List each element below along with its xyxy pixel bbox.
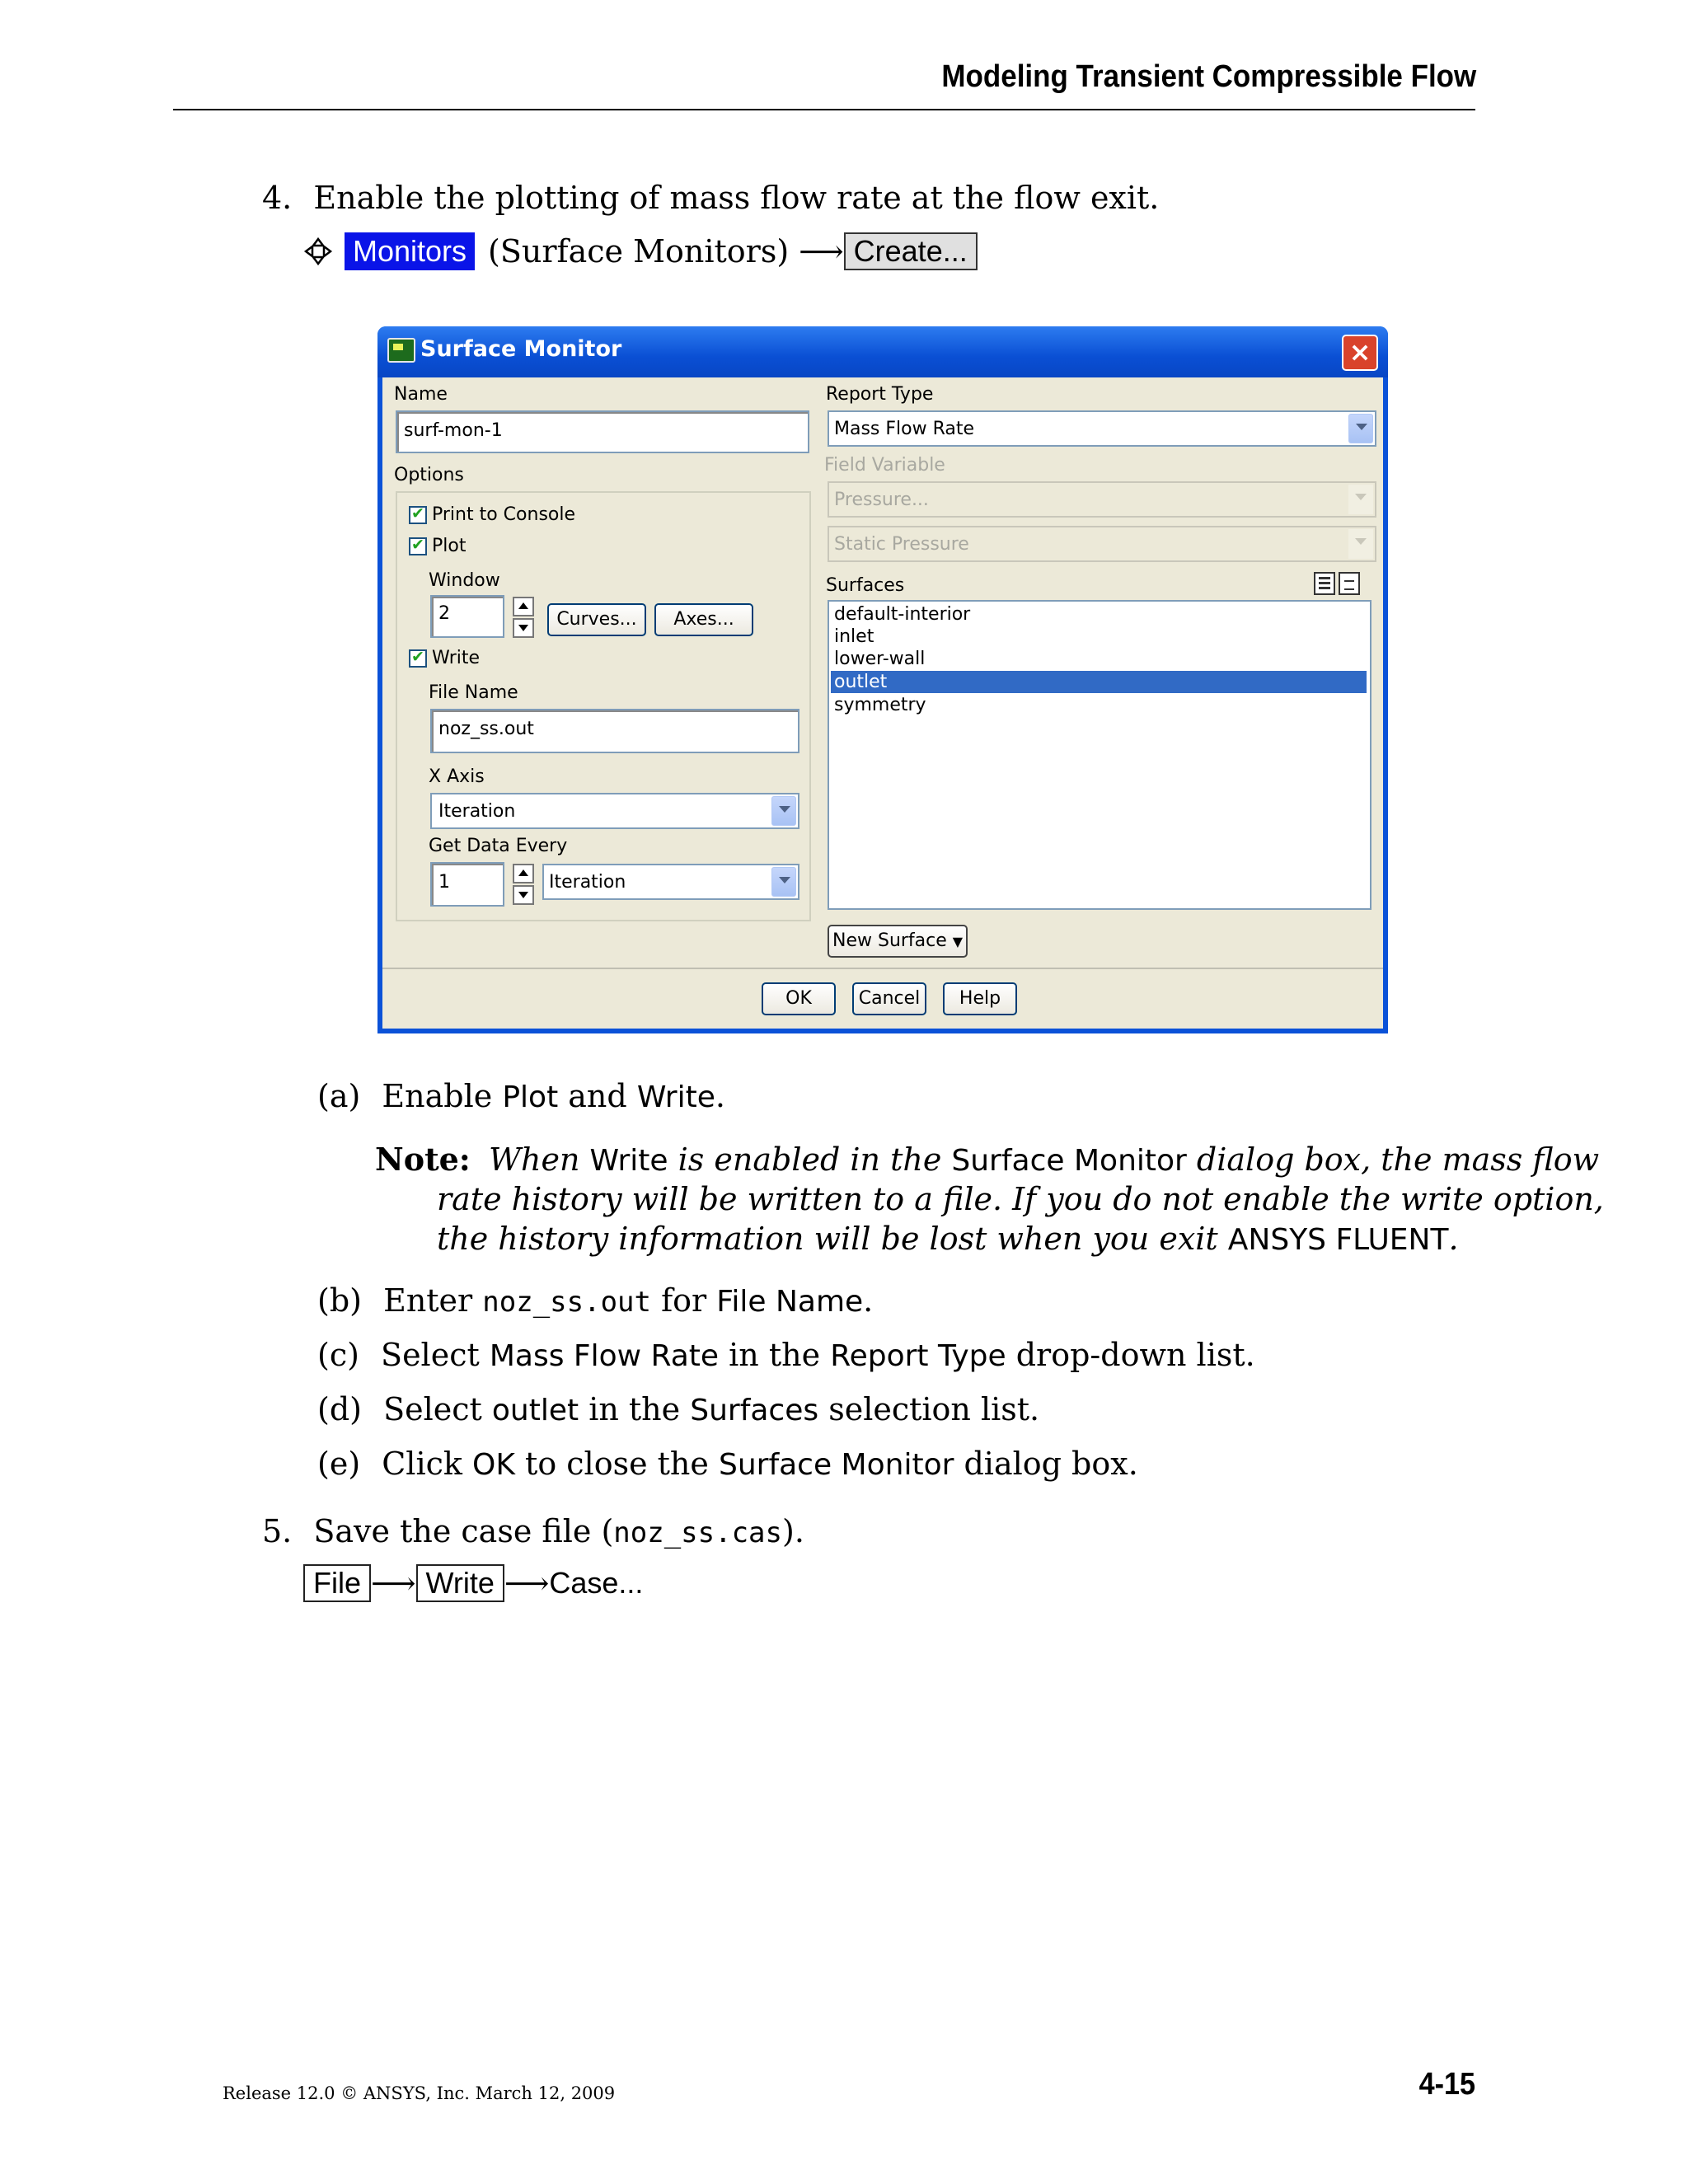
surface-item-default-interior[interactable]: default-interior xyxy=(834,604,971,625)
get-data-every-label: Get Data Every xyxy=(429,836,568,856)
text: Enable xyxy=(382,1078,503,1114)
header-rule xyxy=(173,109,1475,110)
text: in the xyxy=(579,1391,691,1427)
keyword: Plot xyxy=(502,1080,559,1114)
note-block xyxy=(375,1141,1604,1257)
write-checkbox[interactable] xyxy=(409,649,427,668)
report-type-label: Report Type xyxy=(826,384,934,405)
field-variable-label: Field Variable xyxy=(824,455,945,476)
curves-button[interactable]: Curves... xyxy=(547,603,646,636)
surface-monitors-paren: (Surface Monitors) xyxy=(488,233,790,269)
create-button[interactable]: Create... xyxy=(844,232,978,270)
step-5-line xyxy=(262,1513,804,1549)
name-label: Name xyxy=(394,384,448,405)
text: selection list. xyxy=(818,1391,1040,1427)
write-menu-item[interactable]: Write xyxy=(416,1564,504,1602)
name-value: surf-mon-1 xyxy=(404,420,503,441)
surface-item-inlet[interactable]: inlet xyxy=(834,626,874,647)
menu-path xyxy=(303,231,978,272)
file-name-field[interactable] xyxy=(430,709,799,753)
step-4-line xyxy=(262,180,1159,216)
plot-checkbox[interactable] xyxy=(409,537,427,555)
text: Select xyxy=(383,1391,492,1427)
substep-label: (e) xyxy=(317,1446,361,1482)
substep-e xyxy=(317,1446,1138,1482)
chevron-down-icon[interactable] xyxy=(771,796,796,826)
dialog-title: Surface Monitor xyxy=(420,336,622,362)
get-data-unit-select[interactable] xyxy=(542,864,799,900)
text: ). xyxy=(782,1513,804,1549)
file-name-value: noz_ss.out xyxy=(438,719,534,739)
arrow-icon: ⟶ xyxy=(371,1565,416,1601)
surface-item-lower-wall[interactable]: lower-wall xyxy=(834,649,926,669)
substep-a xyxy=(317,1078,725,1114)
window-increment-icon[interactable] xyxy=(513,597,534,616)
text: the history information will be lost when you exit xyxy=(437,1221,1228,1257)
text: in the xyxy=(719,1337,831,1373)
chevron-down-icon[interactable] xyxy=(771,867,796,897)
arrow-icon: ⟶ xyxy=(504,1565,550,1601)
get-data-increment-icon[interactable] xyxy=(513,864,534,883)
file-name-label: File Name xyxy=(429,682,518,703)
keyword: Surface Monitor xyxy=(718,1448,954,1482)
keyword: outlet xyxy=(491,1394,579,1427)
text: to close the xyxy=(514,1446,719,1482)
ok-button[interactable]: OK xyxy=(762,982,836,1015)
keyword: Write xyxy=(636,1080,715,1114)
options-group xyxy=(396,491,811,921)
app-icon xyxy=(387,338,415,363)
footer-release: Release 12.0 © ANSYS, Inc. March 12, 2009 xyxy=(223,2083,616,2103)
text: . xyxy=(715,1078,725,1114)
surfaces-list[interactable] xyxy=(828,600,1372,910)
text: and xyxy=(558,1078,637,1114)
surface-item-outlet[interactable]: outlet xyxy=(831,671,1367,693)
plot-label: Plot xyxy=(432,536,467,556)
text: . xyxy=(863,1282,874,1319)
x-axis-label: X Axis xyxy=(429,766,485,787)
monitors-menu-item[interactable]: Monitors xyxy=(345,232,475,270)
deselect-all-icon[interactable] xyxy=(1339,572,1360,595)
report-type-select[interactable] xyxy=(828,410,1376,447)
axes-button[interactable]: Axes... xyxy=(654,603,753,636)
keyword: Write xyxy=(589,1144,668,1178)
arrow-icon: ⟶ xyxy=(799,233,844,269)
substep-label: (b) xyxy=(317,1282,362,1319)
text: . xyxy=(1448,1221,1459,1257)
note-line-1 xyxy=(375,1141,1600,1178)
text: When xyxy=(488,1141,590,1178)
file-menu-path xyxy=(303,1563,643,1604)
keyword: Surfaces xyxy=(690,1394,819,1427)
select-all-icon[interactable] xyxy=(1314,572,1335,595)
substep-d xyxy=(317,1391,1039,1427)
text: Click xyxy=(382,1446,473,1482)
chevron-down-icon xyxy=(1348,485,1373,514)
keyword: Mass Flow Rate xyxy=(489,1339,720,1373)
chevron-down-icon xyxy=(1348,529,1373,559)
code-text: noz_ss.out xyxy=(482,1286,651,1319)
cancel-button[interactable]: Cancel xyxy=(852,982,926,1015)
step-text: Enable the plotting of mass flow rate at the flow exit. xyxy=(313,180,1160,216)
get-data-unit-value: Iteration xyxy=(549,872,626,893)
button-separator xyxy=(382,968,1383,969)
x-axis-value: Iteration xyxy=(438,801,516,822)
report-type-value: Mass Flow Rate xyxy=(834,419,975,439)
substep-label: (d) xyxy=(317,1391,362,1427)
window-decrement-icon[interactable] xyxy=(513,618,534,638)
file-menu-item[interactable]: File xyxy=(303,1564,371,1602)
x-axis-select[interactable] xyxy=(430,793,799,829)
page-number: 4-15 xyxy=(1418,2067,1475,2102)
keyword: Report Type xyxy=(830,1339,1006,1373)
text: dialog box. xyxy=(954,1446,1138,1482)
keyword: Surface Monitor xyxy=(951,1144,1187,1178)
text: dialog box, the mass flow xyxy=(1186,1141,1600,1178)
substep-b xyxy=(317,1282,873,1319)
print-to-console-checkbox[interactable] xyxy=(409,506,427,524)
navigation-cross-icon xyxy=(303,237,333,266)
substep-label: (a) xyxy=(317,1078,361,1114)
keyword: ANSYS FLUENT xyxy=(1227,1223,1449,1257)
text: is enabled in the xyxy=(668,1141,952,1178)
text: drop-down list. xyxy=(1006,1337,1255,1373)
running-header-title: Modeling Transient Compressible Flow xyxy=(941,59,1476,94)
help-button[interactable]: Help xyxy=(943,982,1017,1015)
note-line-3 xyxy=(437,1221,1479,1257)
chevron-down-icon[interactable] xyxy=(1348,414,1373,443)
surface-item-symmetry[interactable]: symmetry xyxy=(834,695,926,715)
close-icon[interactable]: × xyxy=(1342,335,1378,371)
window-label: Window xyxy=(429,570,500,591)
note-label: Note: xyxy=(375,1141,471,1178)
field-variable-value: Pressure... xyxy=(834,490,929,510)
field-variable-sub-select xyxy=(828,526,1376,562)
window-value: 2 xyxy=(438,603,450,624)
step-number: 4. xyxy=(262,180,293,216)
keyword: File Name xyxy=(716,1285,864,1319)
new-surface-button[interactable] xyxy=(828,925,968,958)
keyword: OK xyxy=(472,1448,515,1482)
print-to-console-label: Print to Console xyxy=(432,504,576,525)
dialog-body xyxy=(382,377,1383,1029)
options-label: Options xyxy=(394,465,464,485)
dropdown-arrow-icon: ▼ xyxy=(952,934,964,949)
dialog-titlebar xyxy=(377,326,1388,377)
text: Select xyxy=(381,1337,490,1373)
surface-monitor-dialog xyxy=(377,326,1388,1033)
window-field[interactable] xyxy=(430,595,504,638)
code-text: noz_ss.cas xyxy=(613,1516,782,1549)
get-data-every-value: 1 xyxy=(438,872,450,893)
name-field[interactable] xyxy=(396,410,809,453)
surfaces-label: Surfaces xyxy=(826,575,905,596)
write-label: Write xyxy=(432,648,481,668)
text: for xyxy=(651,1282,717,1319)
get-data-decrement-icon[interactable] xyxy=(513,885,534,905)
text: Save the case file ( xyxy=(313,1513,614,1549)
substep-c xyxy=(317,1337,1255,1373)
substep-label: (c) xyxy=(317,1337,359,1373)
new-surface-label: New Surface xyxy=(832,930,947,951)
step-number: 5. xyxy=(262,1513,293,1549)
get-data-every-field[interactable] xyxy=(430,862,504,907)
case-menu-item[interactable]: Case... xyxy=(549,1566,644,1600)
note-line-2: rate history will be written to a file. If you do not enable the write option, xyxy=(437,1181,1604,1217)
text: Enter xyxy=(383,1282,483,1319)
field-variable-select xyxy=(828,481,1376,518)
field-variable-sub-value: Static Pressure xyxy=(834,534,969,555)
